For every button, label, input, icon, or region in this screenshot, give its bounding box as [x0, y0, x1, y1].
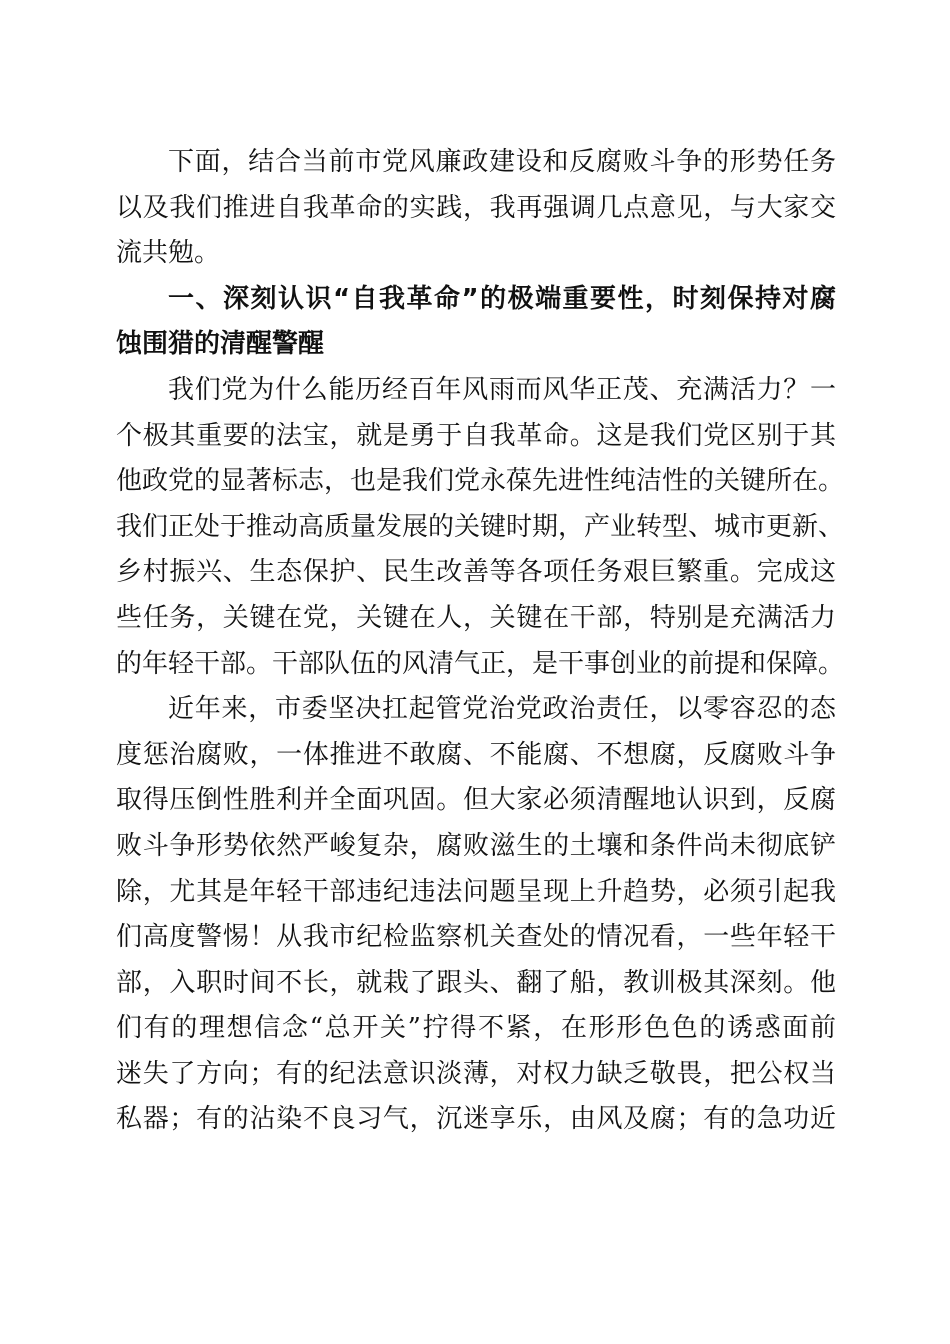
paragraph-self-revolution [116, 368, 845, 687]
text-line: 私器；有的沾染不良习气，沉迷享乐，由风及腐；有的急功近 [116, 1104, 836, 1135]
text-line: 迷失了方向；有的纪法意识淡薄，对权力缺乏敬畏，把公权当 [116, 1058, 836, 1089]
text-line: 部，入职时间不长，就栽了跟头、翻了船，教训极其深刻。他 [116, 967, 836, 998]
text-line: 们高度警惕！从我市纪检监察机关查处的情况看，一些年轻干 [116, 922, 836, 953]
text-line: 我们正处于推动高质量发展的关键时期，产业转型、城市更新、 [116, 511, 845, 542]
text-line: 取得压倒性胜利并全面巩固。但大家必须清醒地认识到，反腐 [116, 785, 836, 816]
text-line: 除，尤其是年轻干部违纪违法问题呈现上升趋势，必须引起我 [116, 876, 836, 907]
paragraph-intro [116, 140, 836, 277]
heading-line: 蚀围猎的清醒警醒 [116, 329, 325, 360]
text-line: 以及我们推进自我革命的实践，我再强调几点意见，与大家交 [116, 192, 836, 223]
text-line: 度惩治腐败，一体推进不敢腐、不能腐、不想腐，反腐败斗争 [116, 739, 836, 770]
heading-line: 一、深刻认识“自我革命”的极端重要性，时刻保持对腐 [168, 283, 836, 314]
text-line: 我们党为什么能历经百年风雨而风华正茂、充满活力？一 [168, 374, 836, 405]
text-line: 的年轻干部。干部队伍的风清气正，是干事创业的前提和保障。 [116, 648, 845, 679]
text-line: 些任务，关键在党，关键在人，关键在干部，特别是充满活力 [116, 602, 836, 633]
text-line: 近年来，市委坚决扛起管党治党政治责任，以零容忍的态 [168, 694, 836, 725]
document-page [116, 140, 845, 1143]
text-line: 他政党的显著标志，也是我们党永葆先进性纯洁性的关键所在。 [116, 466, 845, 497]
section-heading [116, 277, 836, 368]
text-line: 们有的理想信念“总开关”拧得不紧，在形形色色的诱惑面前 [116, 1013, 836, 1044]
text-line: 败斗争形势依然严峻复杂，腐败滋生的土壤和条件尚未彻底铲 [116, 830, 836, 861]
text-line: 乡村振兴、生态保护、民生改善等各项任务艰巨繁重。完成这 [116, 557, 836, 588]
text-line: 个极其重要的法宝，就是勇于自我革命。这是我们党区别于其 [116, 420, 836, 451]
paragraph-recent-years [116, 687, 836, 1143]
text-line: 下面，结合当前市党风廉政建设和反腐败斗争的形势任务 [168, 147, 836, 177]
text-line: 流共勉。 [116, 238, 221, 269]
